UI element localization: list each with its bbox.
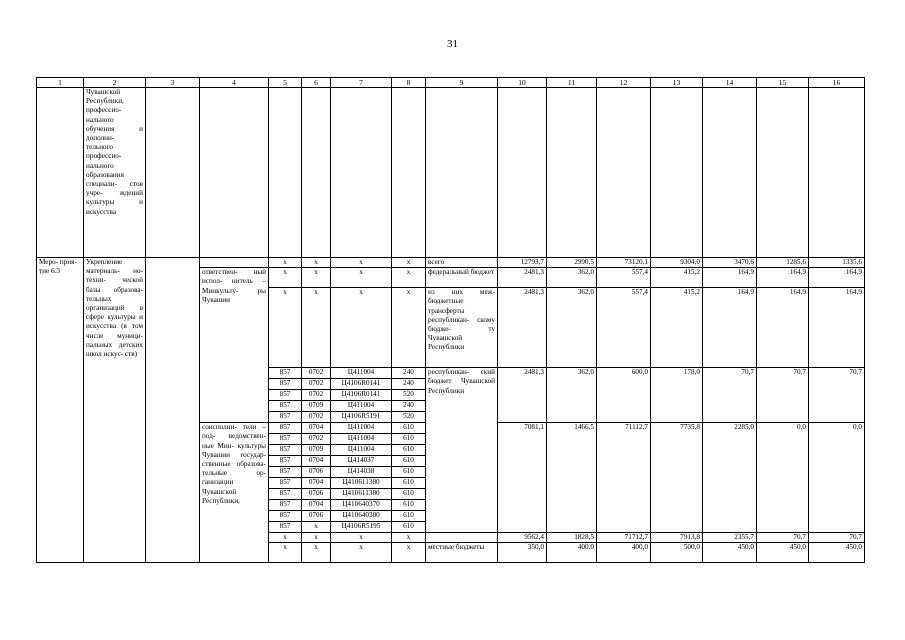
value-cell: 2481,3 [498,288,547,368]
code-cell: 0702 [302,379,331,390]
code-cell: x [269,533,302,543]
header-cell: 6 [302,78,331,88]
value-cell: 164,9 [703,288,757,368]
value-cell: 450,0 [757,543,809,563]
code-cell: x [302,522,331,533]
value-cell: 70,7 [757,368,809,423]
code-cell: 0706 [302,467,331,478]
header-cell: 8 [392,78,426,88]
code-cell: Ц410611380 [331,478,392,489]
value-cell: 164,9 [809,288,865,368]
code-cell: 857 [269,379,302,390]
value-cell: 2481,3 [498,268,547,288]
header-cell: 4 [200,78,269,88]
code-cell: 857 [269,511,302,522]
header-cell: 7 [331,78,392,88]
code-cell: Ц414037 [331,456,392,467]
code-cell: x [331,258,392,268]
budget-table [36,77,865,563]
code-cell: 240 [392,379,426,390]
value-cell: 164,9 [809,268,865,288]
value-cell: 600,0 [597,368,651,423]
value-cell: 7735,8 [651,423,703,533]
code-cell: 240 [392,401,426,412]
code-cell: 0702 [302,412,331,423]
code-cell: x [392,533,426,543]
source-cell: всего [426,258,498,268]
value-cell: 415,2 [651,268,703,288]
code-cell: Ц4106R5195 [331,522,392,533]
code-cell: Ц411004 [331,368,392,379]
code-cell: 610 [392,434,426,445]
code-cell: 520 [392,412,426,423]
header-cell: 15 [757,78,809,88]
header-cell: 10 [498,78,547,88]
code-cell: Ц410611380 [331,489,392,500]
code-cell: Ц4106R5191 [331,412,392,423]
header-cell: 12 [597,78,651,88]
header-row [37,78,865,88]
value-cell: 557,4 [597,288,651,368]
continuation-row [37,88,865,258]
value-cell: 1466,5 [547,423,597,533]
event-code: Меро- прия- тие 6.3 [37,258,84,563]
empty-cell [426,533,498,543]
value-cell: 0,0 [809,423,865,533]
value-cell: 70,7 [809,533,865,543]
code-cell: x [331,533,392,543]
value-cell: 178,0 [651,368,703,423]
header-cell: 11 [547,78,597,88]
header-cell: 2 [84,78,146,88]
value-cell: 362,0 [547,268,597,288]
value-cell: 71112,7 [597,423,651,533]
code-cell: 610 [392,522,426,533]
source-cell: из них меж- бюджетные трансферты республикан- скому бюдже- ту Чувашской Республики [426,288,498,368]
empty-cell [200,258,269,268]
value-cell: 9304,0 [651,258,703,268]
code-cell: Ц410640380 [331,511,392,522]
code-cell: x [392,288,426,368]
code-cell: 0704 [302,478,331,489]
code-cell: x [302,543,331,563]
header-cell: 9 [426,78,498,88]
value-cell: 73120,1 [597,258,651,268]
header-cell: 14 [703,78,757,88]
code-cell: 857 [269,434,302,445]
header-cell: 3 [146,78,200,88]
code-cell: x [302,533,331,543]
value-cell: 9562,4 [498,533,547,543]
code-cell: 610 [392,478,426,489]
value-cell: 1285,6 [757,258,809,268]
source-cell: местные бюджеты [426,543,498,563]
code-cell: 857 [269,390,302,401]
value-cell: 1335,6 [809,258,865,268]
code-cell: x [269,268,302,288]
value-cell: 500,0 [651,543,703,563]
value-cell: 557,4 [597,268,651,288]
value-cell: 400,0 [547,543,597,563]
code-cell: x [269,288,302,368]
code-cell: 857 [269,445,302,456]
code-cell: x [331,268,392,288]
code-cell: 0704 [302,423,331,434]
code-cell: Ц4106R0141 [331,379,392,390]
code-cell: 857 [269,368,302,379]
value-cell: 164,9 [757,268,809,288]
value-cell: 12793,7 [498,258,547,268]
value-cell: 3470,6 [703,258,757,268]
page-number: 31 [447,38,458,50]
value-cell: 2355,7 [703,533,757,543]
continuation-text: Чувашской Республики, профессио- нального обучения и дополни- тельного профессио- нального образования специали- стов учре- ждений культуры и искусства [84,88,146,258]
code-cell: 610 [392,467,426,478]
empty-cell [146,258,200,563]
code-cell: x [269,258,302,268]
code-cell: 857 [269,522,302,533]
value-cell: 1828,5 [547,533,597,543]
value-cell: 350,0 [498,543,547,563]
source-cell: республикан- ский бюджет Чувашской Республики [426,368,498,533]
code-cell: x [331,543,392,563]
code-cell: 857 [269,401,302,412]
code-cell: x [392,543,426,563]
code-cell: Ц411004 [331,423,392,434]
value-cell: 2990,5 [547,258,597,268]
code-cell: 857 [269,500,302,511]
code-cell: x [392,258,426,268]
co-executors: соисполни- тели – под- ведомствен- ные Мин- культуры Чувашии государ- ственные образова- тельные ор- ганизации Чувашской Республики, [200,423,269,563]
source-cell: федеральный бюджет [426,268,498,288]
code-cell: Ц411004 [331,445,392,456]
header-cell: 16 [809,78,865,88]
code-cell: 610 [392,511,426,522]
code-cell: 0704 [302,500,331,511]
code-cell: Ц411004 [331,434,392,445]
value-cell: 362,0 [547,368,597,423]
value-cell: 0,0 [757,423,809,533]
value-cell: 400,0 [597,543,651,563]
code-cell: 857 [269,412,302,423]
code-cell: x [302,268,331,288]
value-cell: 2285,0 [703,423,757,533]
code-cell: 857 [269,478,302,489]
header-cell: 1 [37,78,84,88]
code-cell: Ц4106R0141 [331,390,392,401]
value-cell: 71712,7 [597,533,651,543]
value-cell: 164,9 [703,268,757,288]
value-cell: 2481,3 [498,368,547,423]
code-cell: 610 [392,445,426,456]
code-cell: x [331,288,392,368]
code-cell: 0706 [302,511,331,522]
value-cell: 415,2 [651,288,703,368]
code-cell: 0702 [302,434,331,445]
code-cell: 0702 [302,368,331,379]
value-cell: 7081,1 [498,423,547,533]
code-cell: x [269,543,302,563]
code-cell: x [302,258,331,268]
code-cell: 610 [392,456,426,467]
table-row [37,258,865,268]
event-name: Укрепление материаль- но-техни- ческой базы образова- тельных организаций в сфере культуры и искусства (в том числе муници- пальных детских школ искус- ств) [84,258,146,563]
code-cell: 0709 [302,401,331,412]
header-cell: 13 [651,78,703,88]
code-cell: 610 [392,500,426,511]
value-cell: 7913,8 [651,533,703,543]
value-cell: 70,7 [703,368,757,423]
value-cell: 164,9 [757,288,809,368]
code-cell: x [392,268,426,288]
value-cell: 70,7 [757,533,809,543]
header-cell: 5 [269,78,302,88]
code-cell: 0704 [302,456,331,467]
code-cell: 240 [392,368,426,379]
code-cell: Ц410640370 [331,500,392,511]
code-cell: 857 [269,489,302,500]
code-cell: 610 [392,423,426,434]
code-cell: 857 [269,423,302,434]
value-cell: 450,0 [809,543,865,563]
value-cell: 70,7 [809,368,865,423]
code-cell: Ц414038 [331,467,392,478]
code-cell: 0709 [302,445,331,456]
code-cell: 857 [269,467,302,478]
code-cell: 520 [392,390,426,401]
code-cell: x [302,288,331,368]
code-cell: Ц411004 [331,401,392,412]
value-cell: 450,0 [703,543,757,563]
code-cell: 857 [269,456,302,467]
code-cell: 0702 [302,390,331,401]
code-cell: 0706 [302,489,331,500]
responsible-executor: ответствен- ный испол- нитель – Минкульту- ры Чувашии [200,268,269,423]
code-cell: 610 [392,489,426,500]
value-cell: 362,0 [547,288,597,368]
